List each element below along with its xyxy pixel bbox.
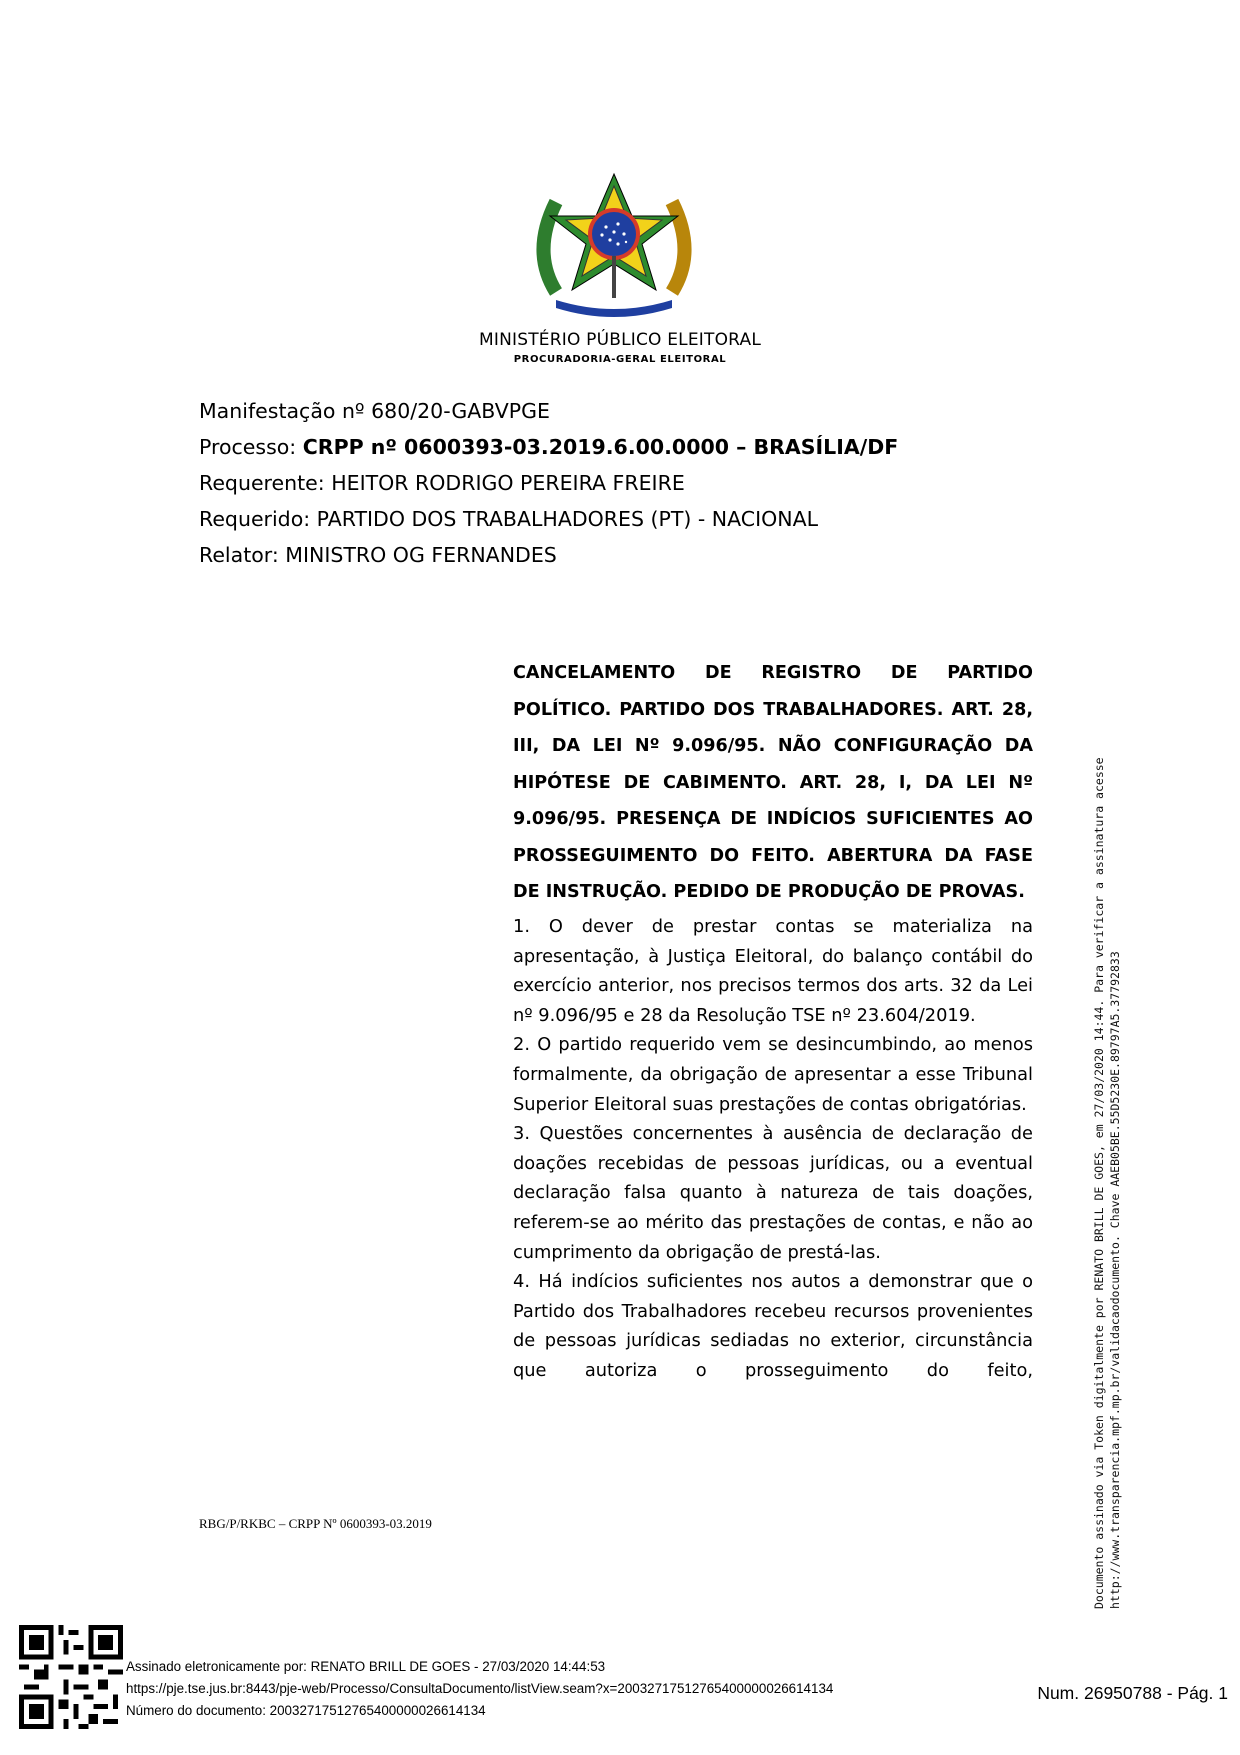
organization-title: MINISTÉRIO PÚBLICO ELEITORAL [479,330,761,350]
processo-value: CRPP nº 0600393-03.2019.6.00.0000 – BRASÍLIA/DF [302,435,899,459]
brazil-coat-of-arms-icon [526,172,702,320]
signature-line-1: Assinado eletronicamente por: RENATO BRILL DE GOES - 27/03/2020 14:44:53 [126,1659,606,1674]
ementa-item: 3. Questões concernentes à ausência de declaração de doações recebidas de pessoas jurídicas, ou a eventual declaração falsa quanto à natureza de tais doações, referem-se ao mérito das prestações de contas, e não ao cumprimento da obrigação de prestá-las. [513,1123,1033,1263]
ementa-heading: CANCELAMENTO DE REGISTRO DE PARTIDO POLÍTICO. PARTIDO DOS TRABALHADORES. ART. 28, III, DA LEI Nº 9.096/95. NÃO CONFIGURAÇÃO DA HIPÓTESE DE CABIMENTO. ART. 28, I, DA LEI Nº 9.096/95. PRESENÇA DE INDÍCIOS SUFICIENTES AO PROSSEGUIMENTO DO FEITO. ABERTURA DA FASE DE INSTRUÇÃO. PEDIDO DE PRODUÇÃO DE PROVAS. [513,663,1033,902]
signature-document-number: Número do documento: 20032717512765400000026614134 [126,1703,486,1718]
manifestacao-number: Manifestação nº 680/20-GABVPGE [199,399,550,423]
ementa-item: 2. O partido requerido vem se desincumbindo, ao menos formalmente, da obrigação de apresentar a esse Tribunal Superior Eleitoral suas prestações de contas obrigatórias. [513,1034,1033,1115]
relator-line: Relator: MINISTRO OG FERNANDES [199,543,557,567]
stamp-line-2: http://www.transparencia.mpf.mp.br/validacaodocumento. Chave AAEB05BE.55D5230E.89797A5.37792833 [1108,951,1122,1609]
stamp-line-1: Documento assinado via Token digitalmente por RENATO BRILL DE GOES, em 27/03/2020 14:44. Para verificar a assinatura acesse [1092,757,1106,1609]
digital-signature-stamp [1091,757,1123,1609]
requerente-line: Requerente: HEITOR RODRIGO PEREIRA FREIRE [199,471,685,495]
requerido-line: Requerido: PARTIDO DOS TRABALHADORES (PT) - NACIONAL [199,507,819,531]
ementa-items [513,912,1033,1386]
processo-line [199,434,898,460]
signature-url[interactable]: https://pje.tse.jus.br:8443/pje-web/Processo/ConsultaDocumento/listView.seam?x=20032717512765400000026614134 [126,1681,834,1696]
qr-code-icon [19,1625,123,1729]
ementa-item: 1. O dever de prestar contas se materializa na apresentação, à Justiça Eleitoral, do balanço contábil do exercício anterior, nos precisos termos dos arts. 32 da Lei nº 9.096/95 e 28 da Resolução TSE nº 23.604/2019. [513,916,1033,1026]
ementa-item: 4. Há indícios suficientes nos autos a demonstrar que o Partido dos Trabalhadores recebeu recursos provenientes de pessoas jurídicas sediadas no exterior, circunstância que autoriza o prosseguimento do feito, [513,1271,1033,1381]
processo-label: Processo: [199,435,303,459]
page-number: Num. 26950788 - Pág. 1 [1037,1683,1228,1703]
document-reference: RBG/P/RKBC – CRPP Nº 0600393-03.2019 [199,1516,432,1531]
organization-subtitle: PROCURADORIA-GERAL ELEITORAL [513,354,727,365]
